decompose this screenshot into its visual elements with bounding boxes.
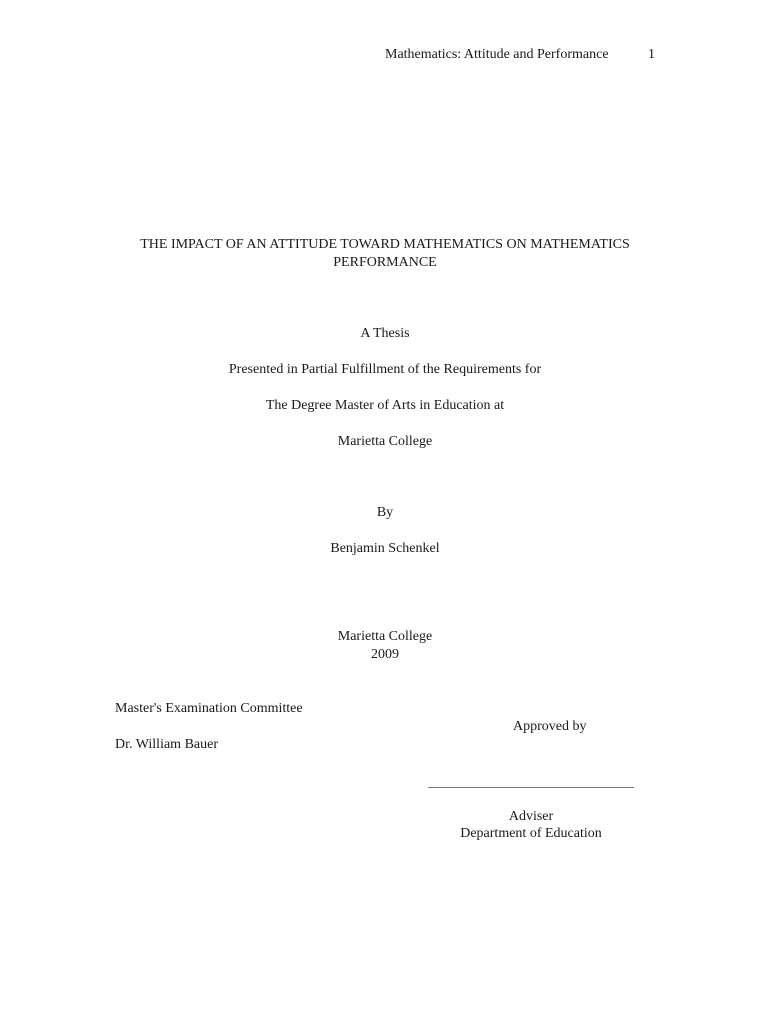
- degree-statement: The Degree Master of Arts in Education at: [265, 398, 505, 413]
- page-number: 1: [648, 47, 655, 62]
- approved-by-label: Approved by: [513, 719, 587, 734]
- department-label: Department of Education: [460, 826, 602, 841]
- signature-line: [428, 787, 634, 788]
- committee-heading: Master's Examination Committee: [115, 701, 303, 716]
- committee-member: Dr. William Bauer: [115, 737, 218, 752]
- adviser-label: Adviser: [508, 809, 554, 824]
- fulfillment-statement: Presented in Partial Fulfillment of the Requirements for: [228, 362, 542, 377]
- running-head: Mathematics: Attitude and Performance: [385, 47, 609, 62]
- by-label: By: [376, 505, 394, 520]
- thesis-title-line-1: THE IMPACT OF AN ATTITUDE TOWARD MATHEMATICS ON MATHEMATICS: [140, 237, 630, 252]
- institution-name-bottom: Marietta College: [337, 629, 433, 644]
- publication-year: 2009: [371, 647, 399, 662]
- institution-name: Marietta College: [337, 434, 433, 449]
- thesis-title-line-2: PERFORMANCE: [333, 255, 437, 270]
- author-name: Benjamin Schenkel: [330, 541, 440, 556]
- thesis-label: A Thesis: [360, 326, 410, 341]
